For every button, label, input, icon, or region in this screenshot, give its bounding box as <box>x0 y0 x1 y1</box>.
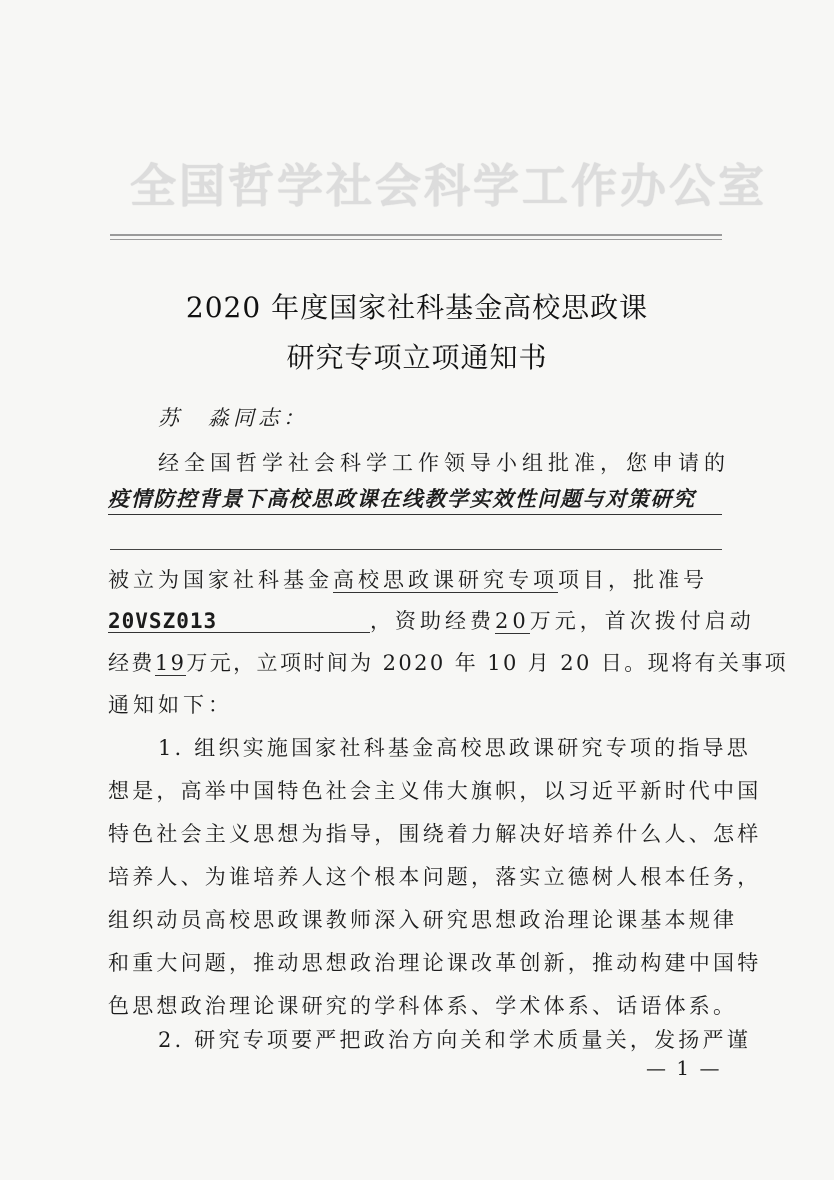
approval-line-3 <box>108 653 788 674</box>
letterhead: 全国哲学社会科学工作办公室 <box>130 159 767 213</box>
project-name-field <box>108 488 722 515</box>
initial-suffix: 万元，立项时间为 2020 年 10 月 20 日。现将有关事项 <box>186 651 789 675</box>
blank-field-line <box>110 549 722 550</box>
title-line-1: 2020 年度国家社科基金高校思政课 <box>185 291 649 324</box>
paragraph-1-line-5: 组织动员高校思政课教师深入研究思想政治理论课基本规律 <box>108 908 738 932</box>
approval-line-1 <box>108 570 708 591</box>
paragraph-1-line-3: 特色社会主义思想为指导，围绕着力解决好培养什么人、怎样 <box>108 822 762 846</box>
funding-suffix: 万元，首次拨付启动 <box>529 609 755 633</box>
approval-line-2 <box>108 611 755 633</box>
intro-line: 经全国哲学社会科学工作领导小组批准，您申请的 <box>158 451 730 475</box>
initial-amount: 19 <box>154 651 187 675</box>
project-name: 疫情防控背景下高校思政课在线教学实效性问题与对策研究 <box>108 486 696 511</box>
approval-suffix: 项目，批准号 <box>558 568 708 592</box>
funding-prefix: ，资助经费 <box>370 609 495 633</box>
approval-closing: 通知如下： <box>108 693 233 717</box>
approval-prefix: 被立为国家社科基金 <box>108 568 333 592</box>
letterhead-rule <box>110 234 722 236</box>
paragraph-1-line-7: 色思想政治理论课研究的学科体系、学术体系、话语体系。 <box>108 994 738 1018</box>
paragraph-2-line-1: 2. 研究专项要严把政治方向关和学术质量关，发扬严谨 <box>158 1028 751 1052</box>
title-line-2: 研究专项立项通知书 <box>286 341 548 374</box>
paragraph-1-line-1: 1. 组织实施国家社科基金高校思政课研究专项的指导思 <box>158 736 751 760</box>
approval-number: 20VSZ013 <box>108 611 370 633</box>
paragraph-1-line-6: 和重大问题，推动思想政治理论课改革创新，推动构建中国特 <box>108 951 762 975</box>
paragraph-1-line-4: 培养人、为谁培养人这个根本问题，落实立德树人根本任务， <box>108 865 762 889</box>
project-category: 高校思政课研究专项 <box>333 568 558 592</box>
letterhead-rule-thin <box>110 239 722 240</box>
initial-prefix: 经费 <box>108 651 155 675</box>
salutation: 苏 淼同志： <box>158 406 308 430</box>
funding-amount: 20 <box>495 609 530 633</box>
paragraph-1-line-2: 想是，高举中国特色社会主义伟大旗帜，以习近平新时代中国 <box>108 779 762 803</box>
page-number: — 1 — <box>646 1056 722 1080</box>
